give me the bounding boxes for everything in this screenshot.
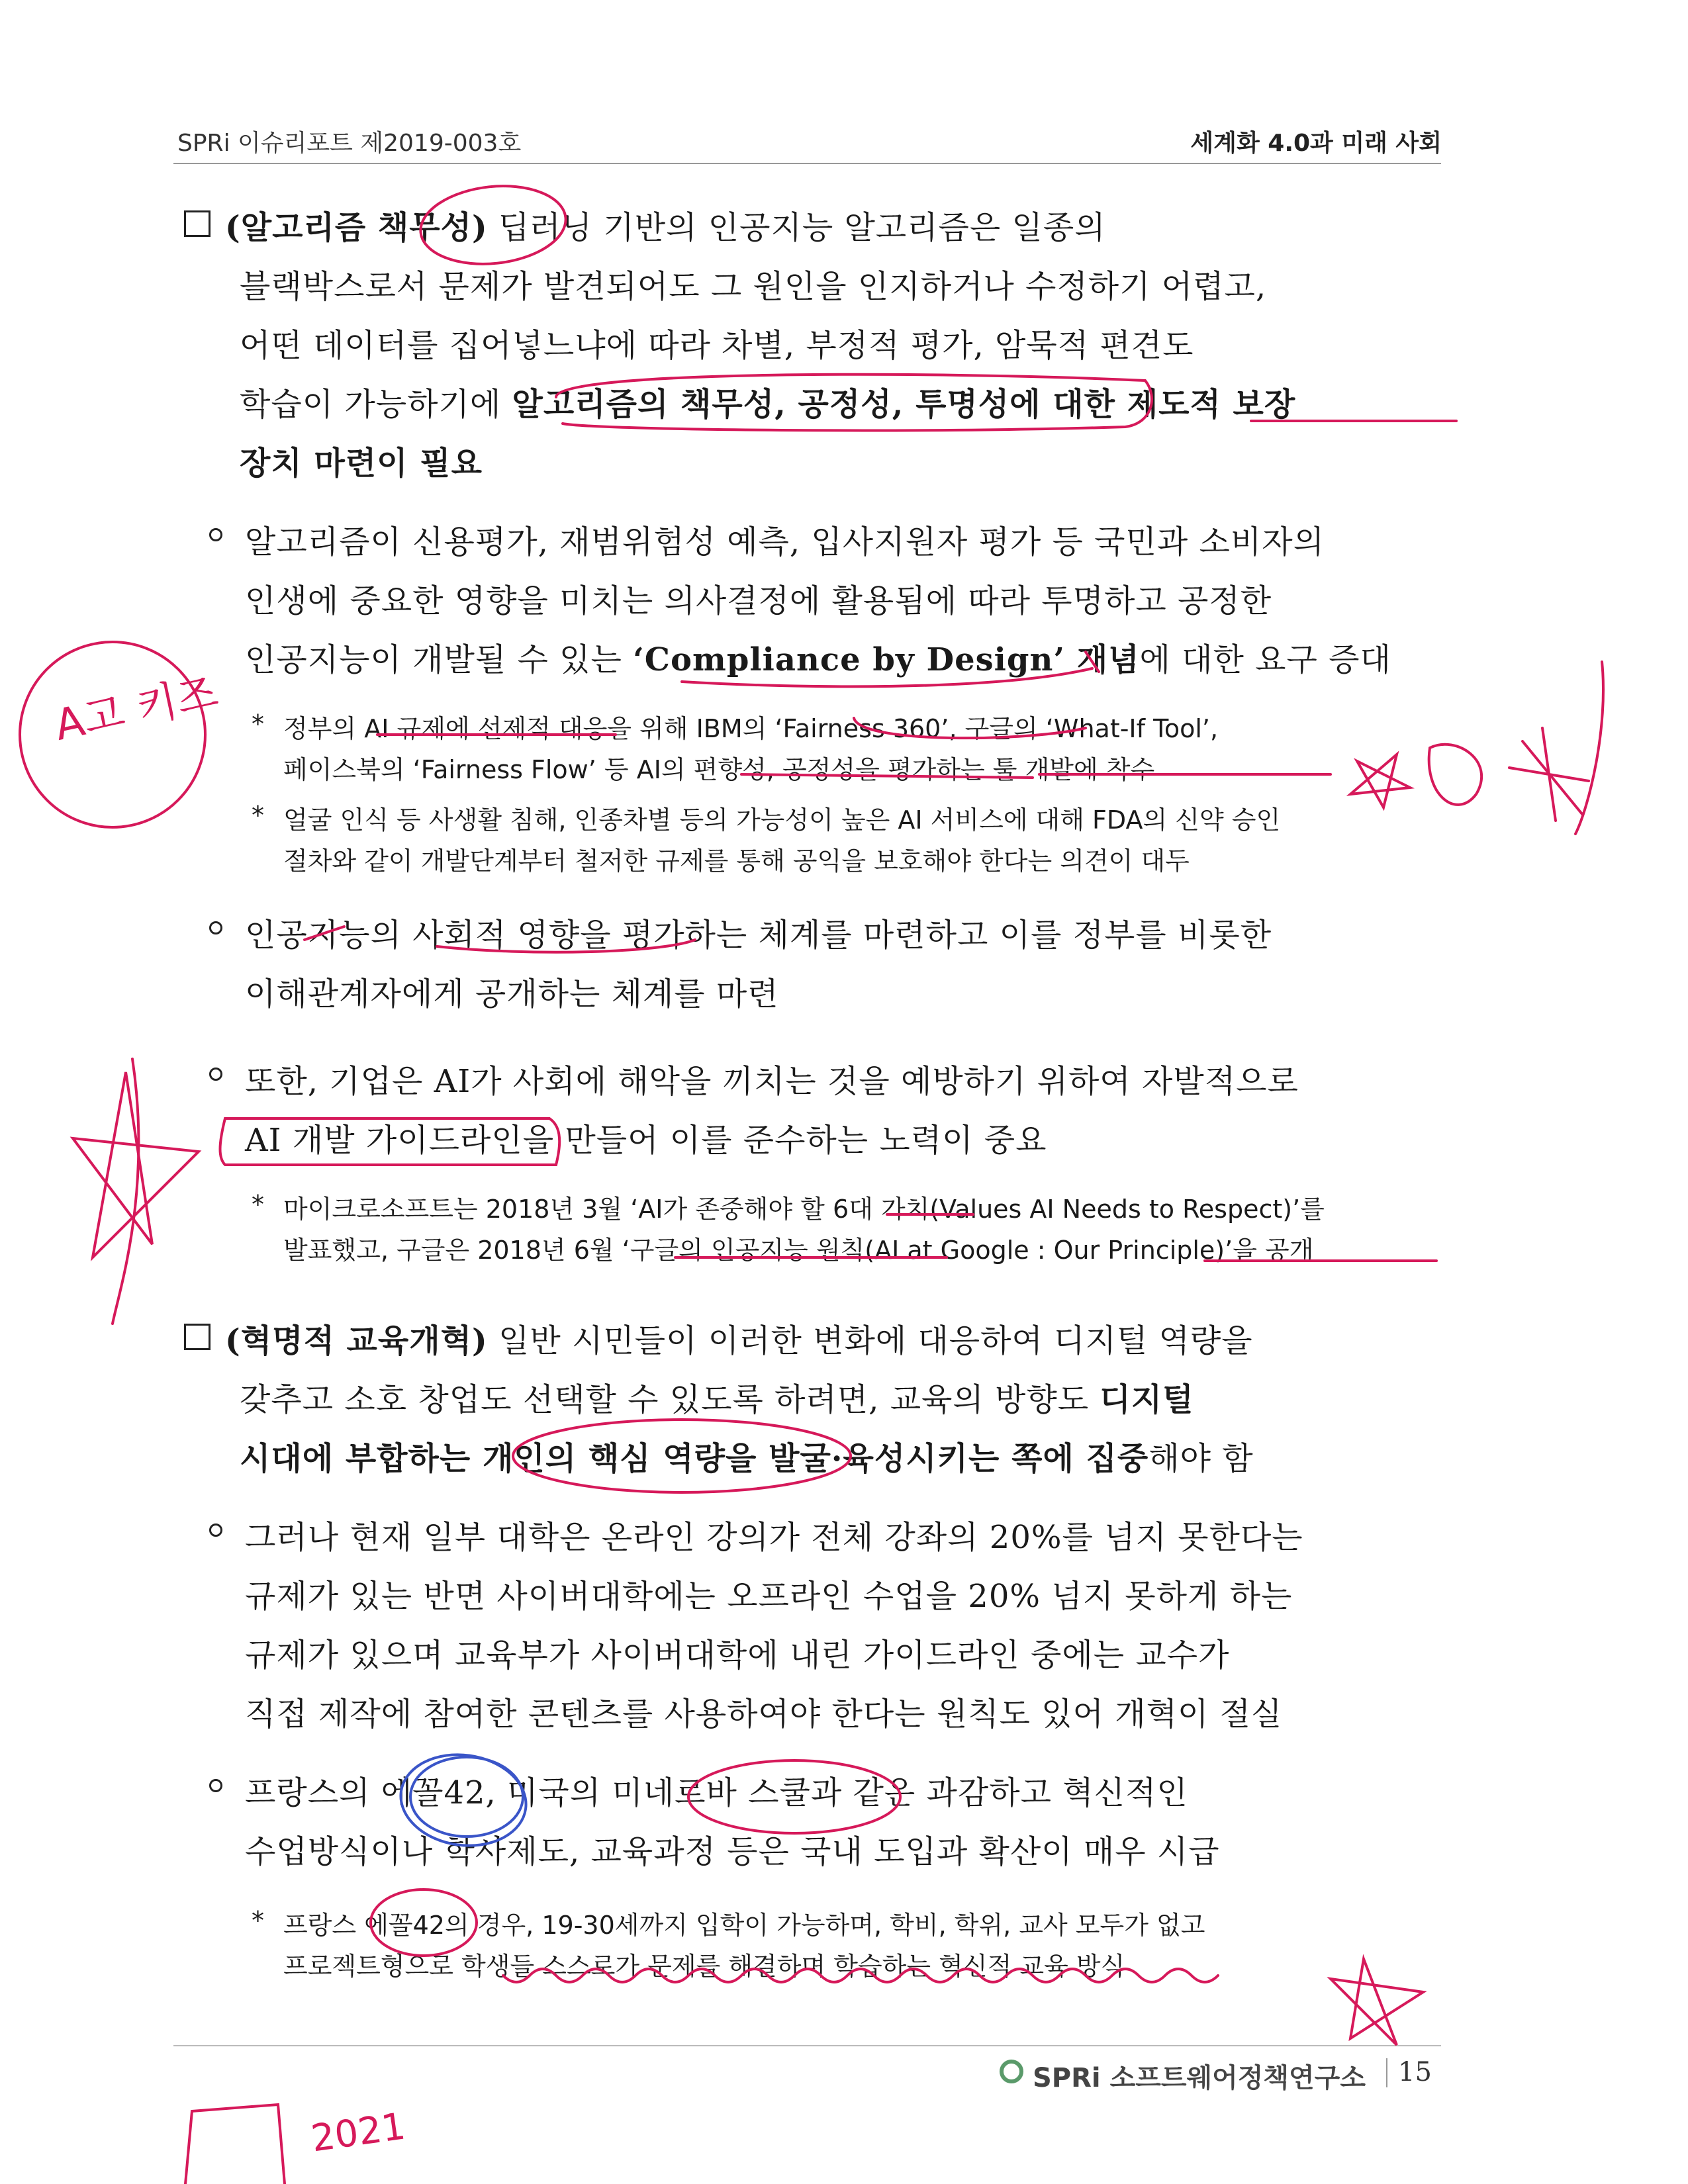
bullet1-line3-text: 인공지능이 개발될 수 있는 bbox=[245, 641, 633, 678]
bullet4-line3: 규제가 있으며 교육부가 사이버대학에 내린 가이드라인 중에는 교수가 bbox=[245, 1637, 1230, 1674]
bullet5-line1: 프랑스의 에꼴42, 미국의 미네르바 스쿨과 같은 과감하고 혁신적인 bbox=[245, 1774, 1188, 1811]
section2-line2-text: 갖추고 소호 창업도 선택할 수 있도록 하려면, 교육의 방향도 bbox=[240, 1381, 1100, 1418]
bullet1-line1: 알고리즘이 신용평가, 재범위험성 예측, 입사지원자 평가 등 국민과 소비자의 bbox=[245, 523, 1325, 561]
bullet-marker bbox=[209, 1524, 222, 1537]
bullet3-line1: 또한, 기업은 AI가 사회에 해악을 끼치는 것을 예방하기 위하여 자발적으로 bbox=[245, 1063, 1299, 1100]
section1-line5-bold: 장치 마련이 필요 bbox=[240, 445, 483, 482]
section2-line3-end: 해야 함 bbox=[1149, 1440, 1254, 1477]
bullet3-line2: AI 개발 가이드라인을 만들어 이를 준수하는 노력이 중요 bbox=[245, 1122, 1047, 1159]
handwritten-margin-note: A고 키즈 bbox=[50, 668, 222, 751]
section1-line4 bbox=[240, 379, 1295, 424]
section1-line5 bbox=[240, 437, 483, 483]
section1-line4-bold: 알고리즘의 책무성, 공정성, 투명성에 대한 제도적 보장 bbox=[512, 386, 1296, 423]
bullet-marker bbox=[209, 921, 222, 934]
bullet5-line2: 수업방식이나 학사제도, 교육과정 등은 국내 도입과 확산이 매우 시급 bbox=[245, 1833, 1220, 1870]
section1-line1 bbox=[225, 202, 1106, 248]
report-series-label: SPRi 이슈리포트 제2019-003호 bbox=[177, 130, 522, 157]
bullet1-line2: 인생에 중요한 영향을 미치는 의사결정에 활용됨에 따라 투명하고 공정한 bbox=[245, 582, 1272, 619]
note3-line1: 마이크로소프트는 2018년 3월 ‘AI가 존중해야 할 6대 가치(Values AI Needs to Respect)’를 bbox=[283, 1195, 1325, 1224]
institute-logo: SPRi 소프트웨어정책연구소 bbox=[1033, 2063, 1366, 2093]
section2-title: (혁명적 교육개혁) bbox=[225, 1322, 488, 1359]
note3-line2: 발표했고, 구글은 2018년 6월 ‘구글의 인공지능 원칙(AI at Google : Our Principle)’을 공개 bbox=[283, 1236, 1314, 1265]
note2-line2: 절차와 같이 개발단계부터 철저한 규제를 통해 공익을 보호해야 한다는 의견이 대두 bbox=[283, 846, 1190, 876]
section1-title: (알고리즘 책무성) bbox=[225, 209, 488, 246]
header-divider bbox=[173, 163, 1441, 164]
note-asterisk: * bbox=[252, 709, 264, 739]
note4-line1: 프랑스 에꼴42의 경우, 19-30세까지 입학이 가능하며, 학비, 학위, 교사 모두가 없고 bbox=[283, 1911, 1205, 1940]
bullet4-line4: 직접 제작에 참여한 콘텐츠를 사용하여야 한다는 원칙도 있어 개혁이 절실 bbox=[245, 1696, 1283, 1733]
section1-line3: 어떤 데이터를 집어넣느냐에 따라 차별, 부정적 평가, 암묵적 편견도 bbox=[240, 327, 1194, 364]
section-checkbox bbox=[184, 210, 211, 237]
footer-separator bbox=[1386, 2058, 1387, 2087]
section2-line3 bbox=[240, 1433, 1254, 1479]
section1-line2: 블랙박스로서 문제가 발견되어도 그 원인을 인지하거나 수정하기 어렵고, bbox=[240, 268, 1267, 305]
bullet2-line1: 인공지능의 사회적 영향을 평가하는 체계를 마련하고 이를 정부를 비롯한 bbox=[245, 917, 1272, 954]
report-topic-label: 세계화 4.0과 미래 사회 bbox=[1190, 130, 1442, 157]
bullet1-line3 bbox=[245, 634, 1391, 680]
bullet4-line1: 그러나 현재 일부 대학은 온라인 강의가 전체 강좌의 20%를 넘지 못한다는 bbox=[245, 1519, 1303, 1556]
bullet-marker bbox=[209, 1779, 222, 1792]
note-asterisk: * bbox=[252, 1190, 264, 1219]
section2-line3-bold: 시대에 부합하는 개인의 핵심 역량을 발굴·육성시키는 쪽에 집중 bbox=[240, 1440, 1149, 1477]
note-asterisk: * bbox=[252, 801, 264, 830]
page-number: 15 bbox=[1398, 2057, 1432, 2087]
bullet-marker bbox=[209, 528, 222, 541]
section-checkbox bbox=[184, 1324, 211, 1350]
bullet1-line3-end: 에 대한 요구 증대 bbox=[1139, 641, 1391, 678]
note1-line1: 정부의 AI 규제에 선제적 대응을 위해 IBM의 ‘Fairness 360’, 구글의 ‘What-If Tool’, bbox=[283, 714, 1219, 743]
note1-line2: 페이스북의 ‘Fairness Flow’ 등 AI의 편향성, 공정성을 평가하는 툴 개발에 착수 bbox=[283, 755, 1155, 784]
bullet2-line2: 이해관계자에게 공개하는 체계를 마련 bbox=[245, 976, 779, 1013]
section2-line1 bbox=[225, 1315, 1253, 1361]
note-asterisk: * bbox=[252, 1906, 264, 1935]
note4-line2: 프로젝트형으로 학생들 스스로가 문제를 해결하며 학습하는 혁신적 교육 방식 bbox=[283, 1952, 1125, 1981]
bullet-marker bbox=[209, 1068, 222, 1081]
section2-text: 일반 시민들이 이러한 변화에 대응하여 디지털 역량을 bbox=[498, 1322, 1253, 1359]
bullet4-line2: 규제가 있는 반면 사이버대학에는 오프라인 수업을 20% 넘지 못하게 하는 bbox=[245, 1578, 1293, 1615]
section2-line2 bbox=[240, 1374, 1194, 1420]
section1-text: 딥러닝 기반의 인공지능 알고리즘은 일종의 bbox=[498, 209, 1106, 246]
handwritten-year-note: 2021 bbox=[308, 2105, 408, 2161]
section1-line4-text: 학습이 가능하기에 bbox=[240, 386, 512, 423]
bullet1-line3-bold: ‘Compliance by Design’ 개념 bbox=[633, 641, 1140, 678]
section2-line2-bold: 디지털 bbox=[1100, 1381, 1194, 1418]
spri-logo-icon bbox=[1000, 2060, 1023, 2083]
note2-line1: 얼굴 인식 등 사생활 침해, 인종차별 등의 가능성이 높은 AI 서비스에 대해 FDA의 신약 승인 bbox=[283, 805, 1281, 835]
footer-divider bbox=[173, 2045, 1441, 2046]
